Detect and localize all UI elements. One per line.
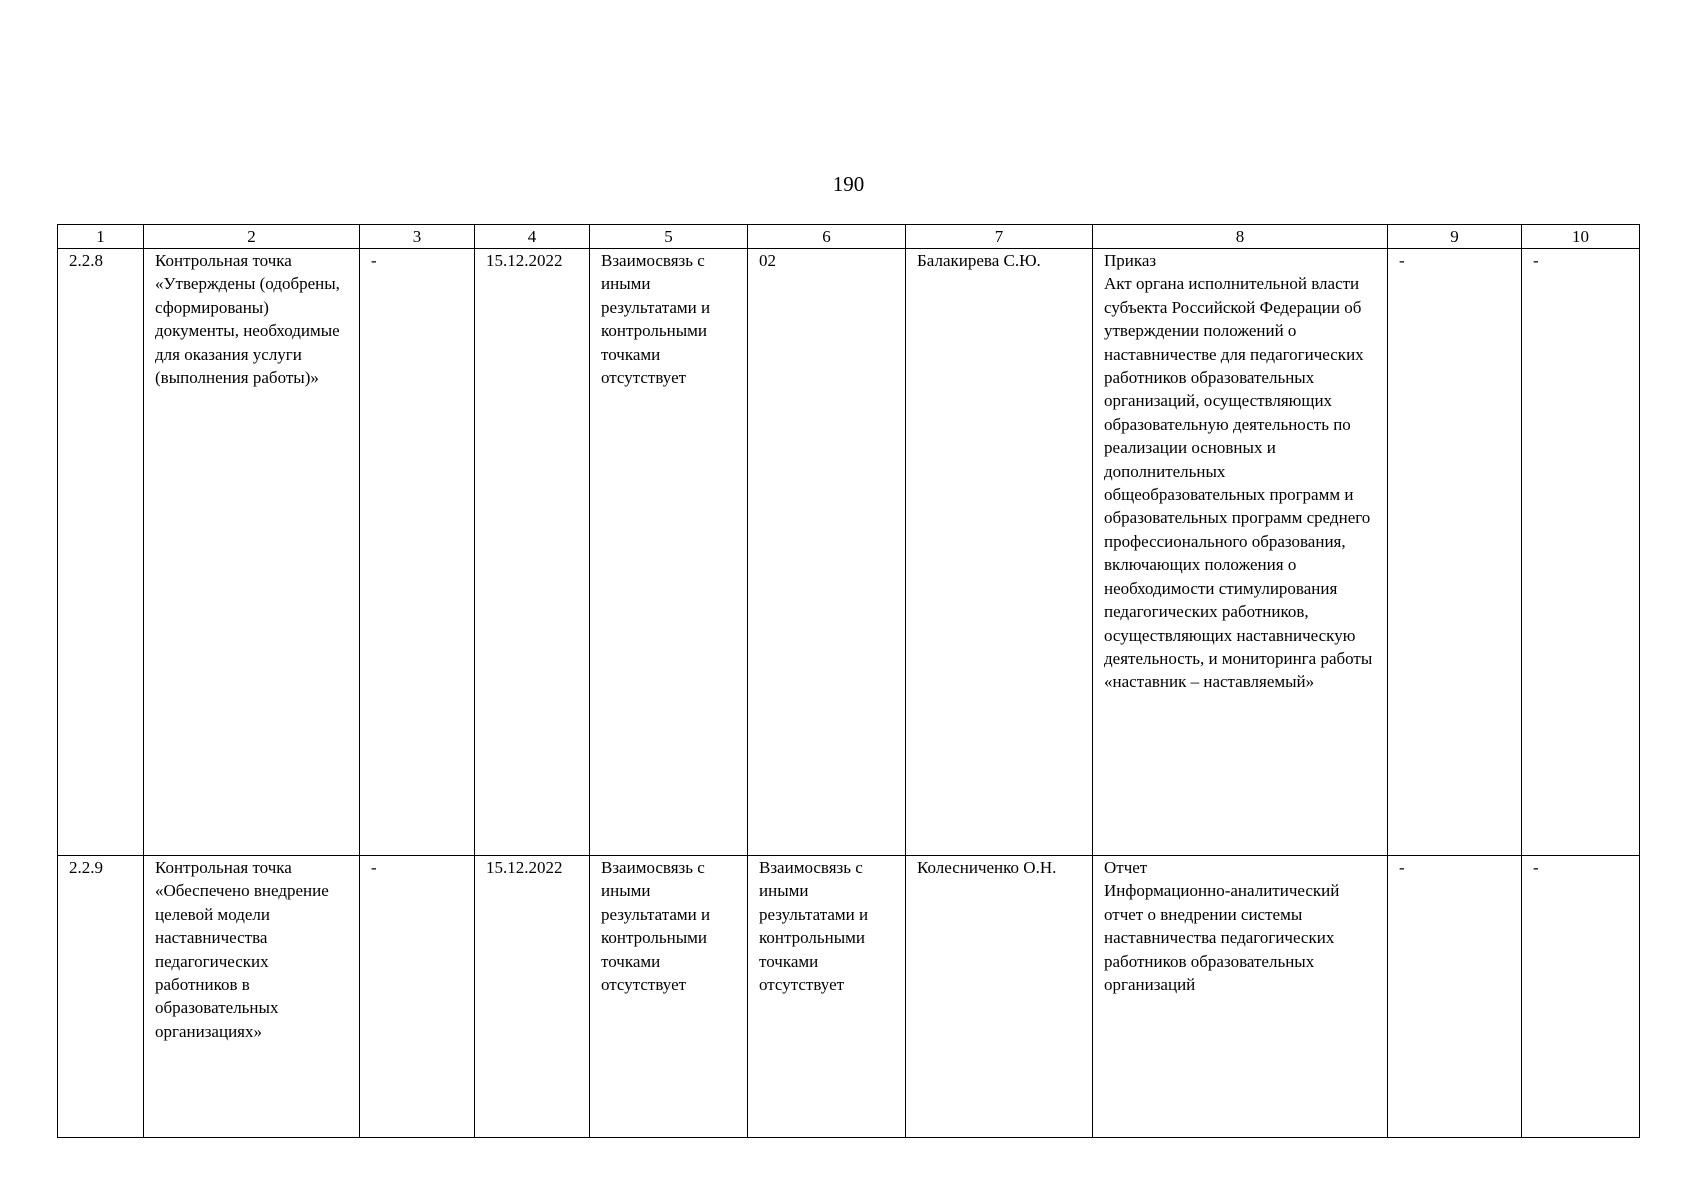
column-header-5: 5 (590, 225, 748, 249)
cell-col10: - (1522, 856, 1640, 1138)
cell-col9: - (1388, 856, 1522, 1138)
document-type: Приказ (1104, 251, 1157, 270)
column-header-7: 7 (906, 225, 1093, 249)
column-header-3: 3 (360, 225, 475, 249)
row-number: 2.2.9 (58, 856, 144, 1138)
header-row (58, 225, 1640, 249)
document-type: Отчет (1104, 858, 1148, 877)
plan-table (57, 224, 1640, 1138)
table-row (58, 856, 1640, 1138)
document-cell (1093, 856, 1388, 1138)
document-cell (1093, 249, 1388, 856)
column-header-10: 10 (1522, 225, 1640, 249)
page-number: 190 (832, 172, 865, 196)
responsible-person: Балакирева С.Ю. (906, 249, 1093, 856)
document-description: Информационно-аналитический отчет о внедрении системы наставничества педагогических работников образовательных организаций (1104, 881, 1340, 995)
due-date: 15.12.2022 (475, 249, 590, 856)
cell-col9: - (1388, 249, 1522, 856)
table-row (58, 249, 1640, 856)
column-header-9: 9 (1388, 225, 1522, 249)
cell-col3: - (360, 856, 475, 1138)
cell-col5: Взаимосвязь с иными результатами и контрольными точками отсутствует (590, 856, 748, 1138)
row-number: 2.2.8 (58, 249, 144, 856)
cell-col6: Взаимосвязь с иными результатами и контрольными точками отсутствует (748, 856, 906, 1138)
responsible-person: Колесниченко О.Н. (906, 856, 1093, 1138)
column-header-6: 6 (748, 225, 906, 249)
column-header-8: 8 (1093, 225, 1388, 249)
cell-col3: - (360, 249, 475, 856)
column-header-4: 4 (475, 225, 590, 249)
control-point-name: Контрольная точка «Утверждены (одобрены, сформированы) документы, необходимые для оказания услуги (выполнения работы)» (144, 249, 360, 856)
cell-col6: 02 (748, 249, 906, 856)
document-description: Акт органа исполнительной власти субъекта Российской Федерации об утверждении положений о наставничестве для педагогических работников образовательных организаций, осуществляющих образовательную деятельность по реализации основных и дополнительных общеобразовательных программ и образовательных программ среднего профессионального образования, включающих положения о необходимости стимулирования педагогических работников, осуществляющих наставническую деятельность, и мониторинга работы «наставник – наставляемый» (1104, 274, 1373, 692)
cell-col10: - (1522, 249, 1640, 856)
due-date: 15.12.2022 (475, 856, 590, 1138)
column-header-2: 2 (144, 225, 360, 249)
control-point-name: Контрольная точка «Обеспечено внедрение целевой модели наставничества педагогических работников в образовательных организациях» (144, 856, 360, 1138)
cell-col5: Взаимосвязь с иными результатами и контрольными точками отсутствует (590, 249, 748, 856)
column-header-1: 1 (58, 225, 144, 249)
